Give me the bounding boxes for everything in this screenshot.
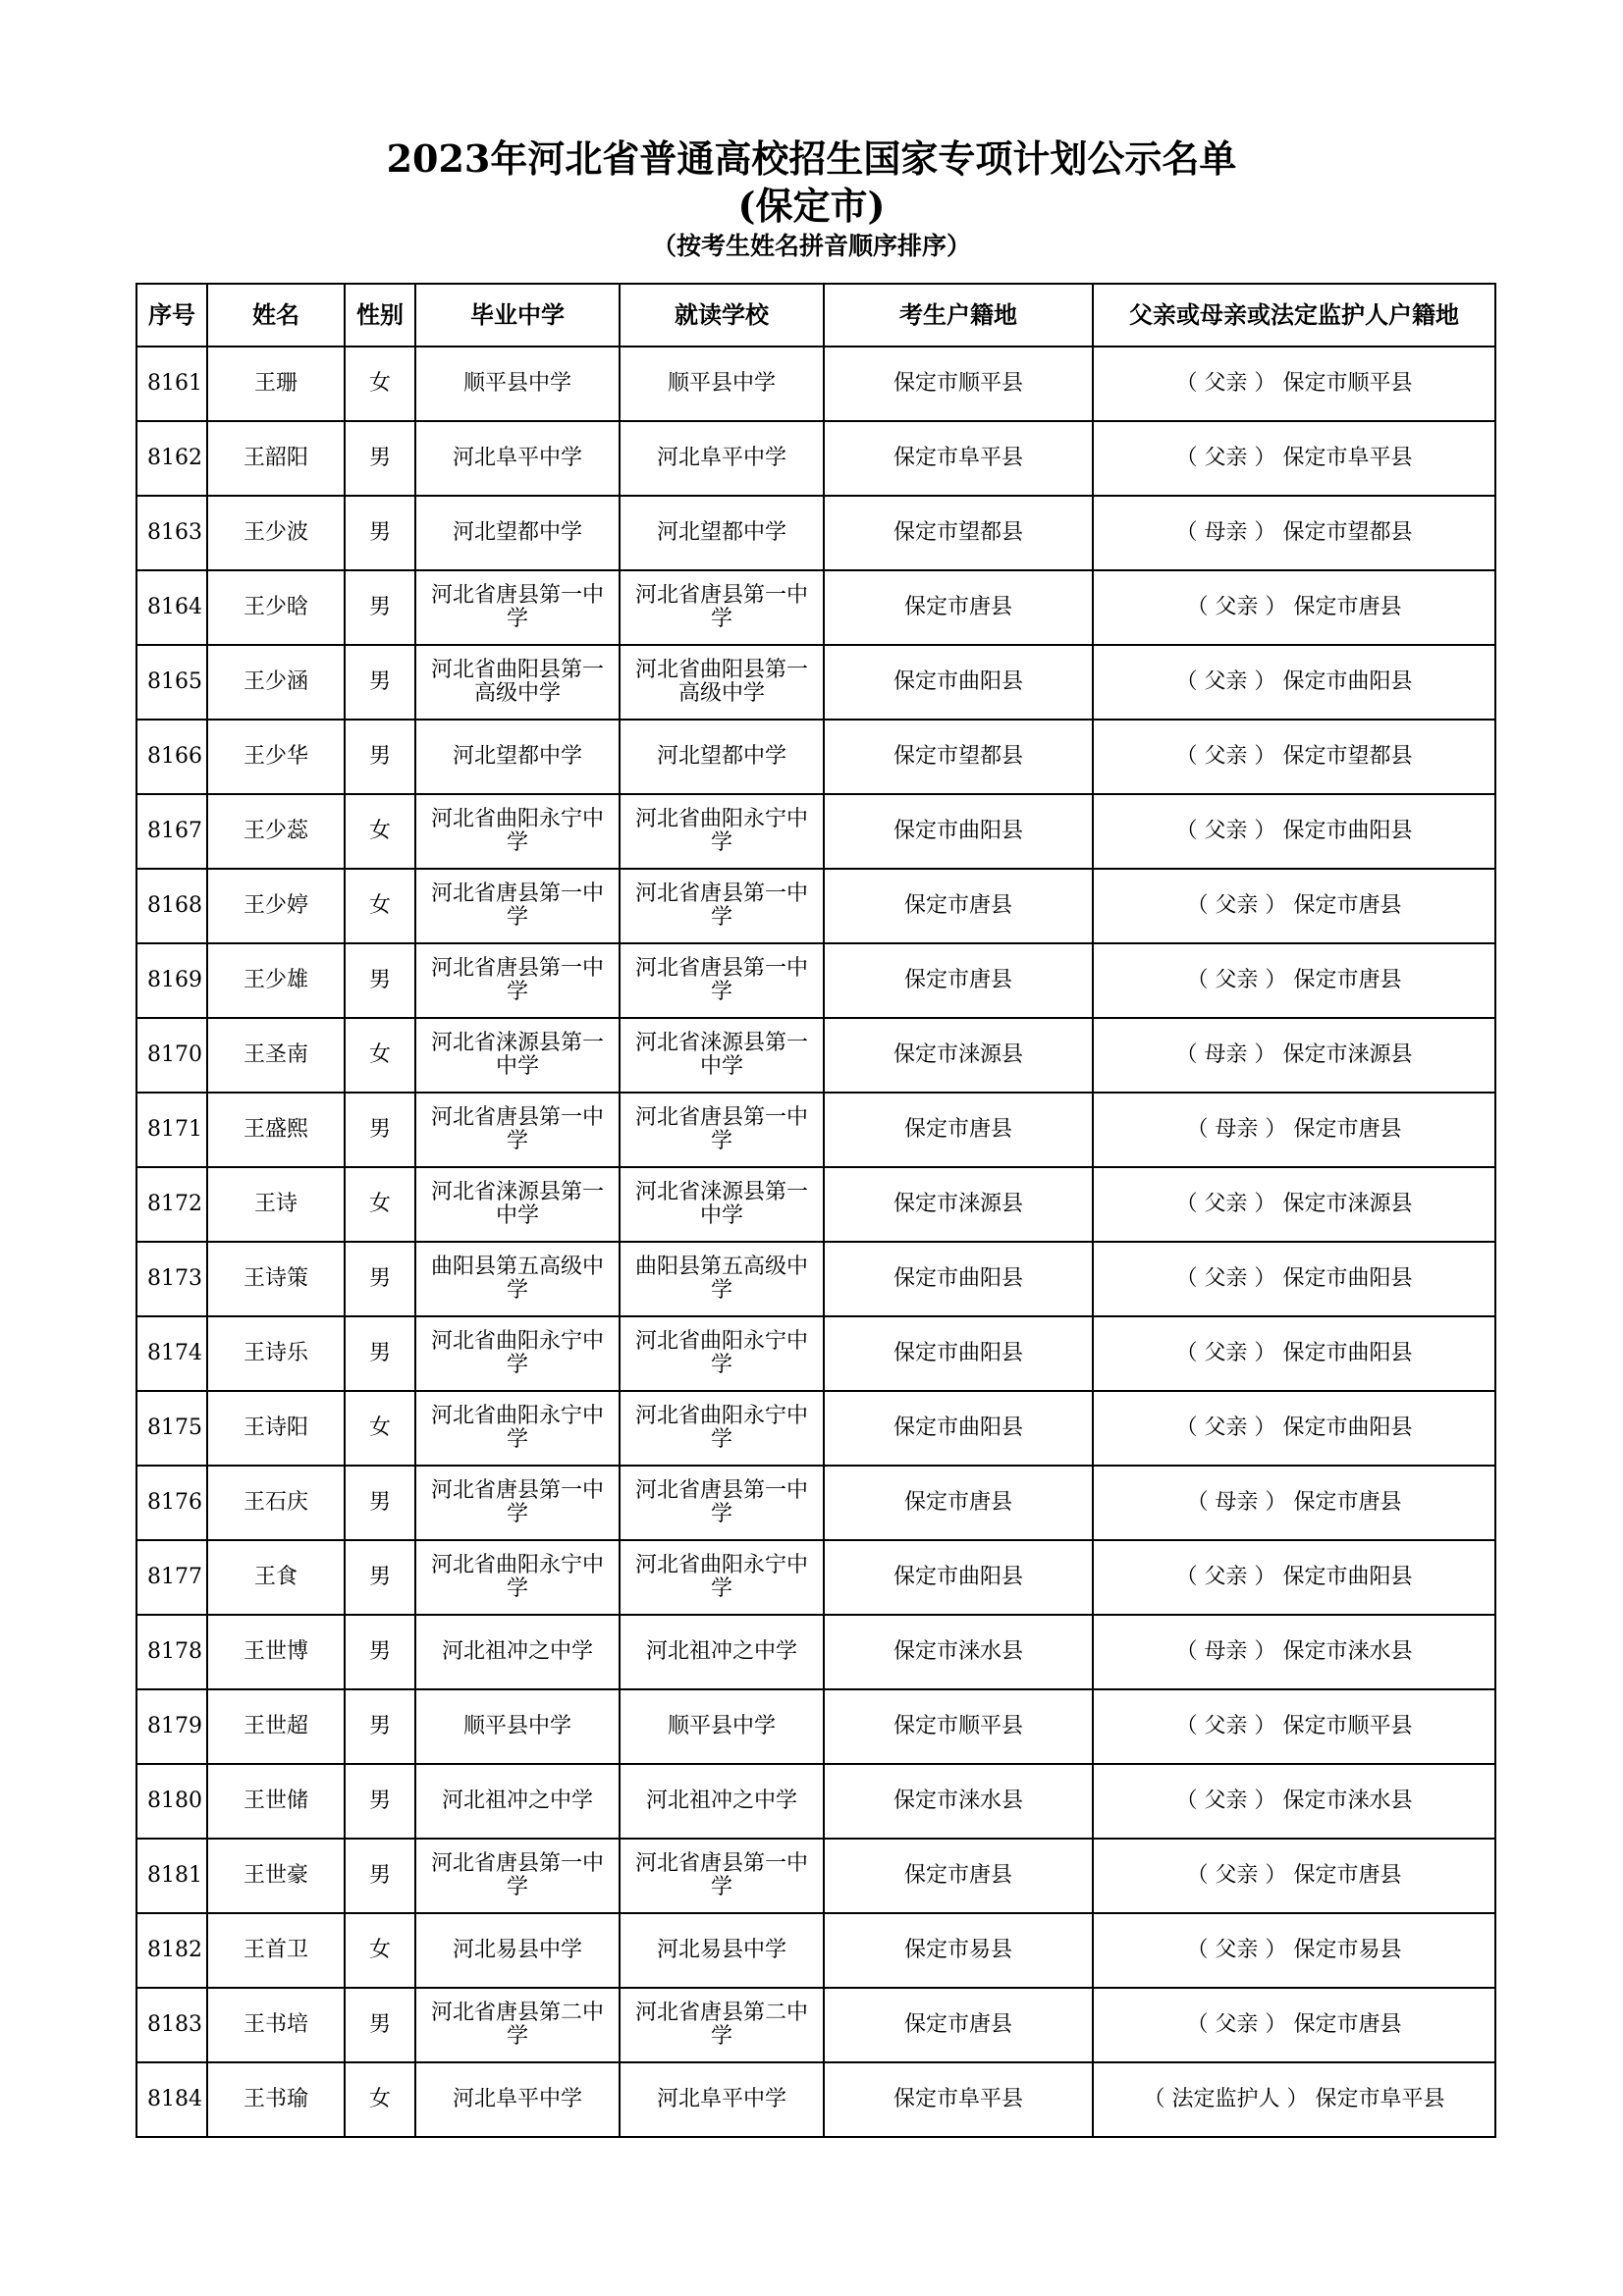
table-row	[136, 720, 1495, 794]
cell-guardian-hukou: （ 父亲 ） 保定市曲阳县	[1093, 1391, 1495, 1466]
cell-graduated-school: 河北省曲阳永宁中学	[415, 1391, 620, 1466]
cell-guardian-hukou: （ 母亲 ） 保定市唐县	[1093, 1466, 1495, 1540]
cell-current-school: 河北省曲阳永宁中学	[620, 1391, 824, 1466]
cell-student-hukou: 保定市曲阳县	[824, 1316, 1093, 1391]
cell-gender: 男	[345, 496, 415, 570]
cell-name: 王诗阳	[207, 1391, 345, 1466]
cell-index: 8181	[136, 1839, 207, 1913]
cell-graduated-school: 河北省唐县第二中学	[415, 1988, 620, 2062]
cell-index: 8175	[136, 1391, 207, 1466]
table-row	[136, 645, 1495, 720]
cell-gender: 男	[345, 720, 415, 794]
table-row	[136, 1764, 1495, 1839]
table-row	[136, 1018, 1495, 1093]
cell-gender: 男	[345, 943, 415, 1018]
cell-name: 王少晗	[207, 570, 345, 645]
cell-guardian-hukou: （ 父亲 ） 保定市曲阳县	[1093, 1242, 1495, 1316]
cell-student-hukou: 保定市望都县	[824, 496, 1093, 570]
cell-graduated-school: 顺平县中学	[415, 1689, 620, 1764]
cell-current-school: 河北阜平中学	[620, 421, 824, 496]
cell-current-school: 河北祖冲之中学	[620, 1615, 824, 1689]
cell-current-school: 河北易县中学	[620, 1913, 824, 1988]
cell-student-hukou: 保定市阜平县	[824, 2062, 1093, 2137]
sort-note: （按考生姓名拼音顺序排序）	[651, 232, 971, 260]
cell-current-school: 河北省曲阳永宁中学	[620, 794, 824, 869]
cell-current-school: 顺平县中学	[620, 347, 824, 421]
cell-name: 王食	[207, 1540, 345, 1615]
cell-graduated-school: 河北阜平中学	[415, 421, 620, 496]
cell-index: 8171	[136, 1093, 207, 1167]
cell-name: 王少婷	[207, 869, 345, 943]
cell-graduated-school: 河北阜平中学	[415, 2062, 620, 2137]
cell-gender: 男	[345, 1839, 415, 1913]
cell-name: 王少蕊	[207, 794, 345, 869]
cell-student-hukou: 保定市涞水县	[824, 1615, 1093, 1689]
cell-graduated-school: 河北省唐县第一中学	[415, 1093, 620, 1167]
cell-index: 8162	[136, 421, 207, 496]
cell-index: 8164	[136, 570, 207, 645]
cell-gender: 女	[345, 794, 415, 869]
cell-guardian-hukou: （ 母亲 ） 保定市唐县	[1093, 1093, 1495, 1167]
cell-student-hukou: 保定市唐县	[824, 570, 1093, 645]
cell-index: 8168	[136, 869, 207, 943]
table-row	[136, 1242, 1495, 1316]
table-row	[136, 347, 1495, 421]
column-header-student-hukou: 考生户籍地	[824, 284, 1093, 347]
cell-name: 王石庆	[207, 1466, 345, 1540]
cell-name: 王书培	[207, 1988, 345, 2062]
cell-name: 王少雄	[207, 943, 345, 1018]
cell-guardian-hukou: （ 父亲 ） 保定市易县	[1093, 1913, 1495, 1988]
cell-current-school: 河北省涞源县第一中学	[620, 1167, 824, 1242]
cell-gender: 男	[345, 1093, 415, 1167]
cell-graduated-school: 河北省曲阳永宁中学	[415, 794, 620, 869]
cell-current-school: 河北省唐县第二中学	[620, 1988, 824, 2062]
table-row	[136, 1988, 1495, 2062]
cell-index: 8174	[136, 1316, 207, 1391]
cell-graduated-school: 河北省曲阳永宁中学	[415, 1316, 620, 1391]
cell-name: 王少华	[207, 720, 345, 794]
cell-name: 王韶阳	[207, 421, 345, 496]
cell-graduated-school: 河北望都中学	[415, 496, 620, 570]
cell-name: 王诗	[207, 1167, 345, 1242]
cell-guardian-hukou: （ 父亲 ） 保定市阜平县	[1093, 421, 1495, 496]
cell-student-hukou: 保定市顺平县	[824, 347, 1093, 421]
table-row	[136, 1466, 1495, 1540]
cell-gender: 女	[345, 347, 415, 421]
cell-guardian-hukou: （ 父亲 ） 保定市曲阳县	[1093, 794, 1495, 869]
cell-index: 8182	[136, 1913, 207, 1988]
cell-student-hukou: 保定市唐县	[824, 1839, 1093, 1913]
cell-guardian-hukou: （ 父亲 ） 保定市望都县	[1093, 720, 1495, 794]
cell-guardian-hukou: （ 父亲 ） 保定市唐县	[1093, 869, 1495, 943]
cell-student-hukou: 保定市望都县	[824, 720, 1093, 794]
cell-name: 王盛熙	[207, 1093, 345, 1167]
table-row	[136, 1167, 1495, 1242]
table-row	[136, 1540, 1495, 1615]
cell-guardian-hukou: （ 父亲 ） 保定市唐县	[1093, 1839, 1495, 1913]
cell-name: 王诗乐	[207, 1316, 345, 1391]
cell-current-school: 河北省曲阳永宁中学	[620, 1316, 824, 1391]
page-title: 2023年河北省普通高校招生国家专项计划公示名单	[386, 136, 1237, 181]
cell-index: 8163	[136, 496, 207, 570]
cell-name: 王圣南	[207, 1018, 345, 1093]
cell-name: 王少波	[207, 496, 345, 570]
cell-name: 王世博	[207, 1615, 345, 1689]
cell-current-school: 河北省唐县第一中学	[620, 1839, 824, 1913]
cell-index: 8176	[136, 1466, 207, 1540]
cell-graduated-school: 河北省唐县第一中学	[415, 869, 620, 943]
column-header-gender: 性别	[345, 284, 415, 347]
cell-current-school: 河北望都中学	[620, 496, 824, 570]
cell-graduated-school: 河北省唐县第一中学	[415, 1466, 620, 1540]
cell-guardian-hukou: （ 父亲 ） 保定市顺平县	[1093, 347, 1495, 421]
cell-guardian-hukou: （ 母亲 ） 保定市望都县	[1093, 496, 1495, 570]
cell-index: 8180	[136, 1764, 207, 1839]
cell-gender: 男	[345, 1466, 415, 1540]
cell-index: 8166	[136, 720, 207, 794]
table-row	[136, 1689, 1495, 1764]
cell-gender: 男	[345, 1988, 415, 2062]
cell-guardian-hukou: （ 父亲 ） 保定市曲阳县	[1093, 1540, 1495, 1615]
cell-gender: 女	[345, 1018, 415, 1093]
cell-index: 8161	[136, 347, 207, 421]
cell-student-hukou: 保定市曲阳县	[824, 1391, 1093, 1466]
cell-gender: 男	[345, 1615, 415, 1689]
cell-gender: 女	[345, 1913, 415, 1988]
cell-name: 王书瑜	[207, 2062, 345, 2137]
cell-graduated-school: 河北易县中学	[415, 1913, 620, 1988]
column-header-guardian-hukou: 父亲或母亲或法定监护人户籍地	[1093, 284, 1495, 347]
cell-current-school: 河北省曲阳县第一高级中学	[620, 645, 824, 720]
cell-graduated-school: 河北省涞源县第一中学	[415, 1167, 620, 1242]
table-row	[136, 570, 1495, 645]
cell-graduated-school: 河北省涞源县第一中学	[415, 1018, 620, 1093]
table-row	[136, 1316, 1495, 1391]
cell-guardian-hukou: （ 父亲 ） 保定市唐县	[1093, 570, 1495, 645]
cell-index: 8173	[136, 1242, 207, 1316]
column-header-current-school: 就读学校	[620, 284, 824, 347]
cell-index: 8170	[136, 1018, 207, 1093]
cell-guardian-hukou: （ 父亲 ） 保定市唐县	[1093, 943, 1495, 1018]
cell-gender: 女	[345, 869, 415, 943]
cell-index: 8177	[136, 1540, 207, 1615]
cell-name: 王少涵	[207, 645, 345, 720]
cell-gender: 女	[345, 1391, 415, 1466]
cell-student-hukou: 保定市唐县	[824, 943, 1093, 1018]
cell-student-hukou: 保定市涞源县	[824, 1167, 1093, 1242]
cell-student-hukou: 保定市唐县	[824, 1466, 1093, 1540]
cell-name: 王世储	[207, 1764, 345, 1839]
cell-index: 8184	[136, 2062, 207, 2137]
table-row	[136, 943, 1495, 1018]
cell-graduated-school: 河北省唐县第一中学	[415, 943, 620, 1018]
cell-name: 王珊	[207, 347, 345, 421]
cell-current-school: 河北望都中学	[620, 720, 824, 794]
cell-graduated-school: 河北省唐县第一中学	[415, 570, 620, 645]
cell-guardian-hukou: （ 父亲 ） 保定市涞源县	[1093, 1167, 1495, 1242]
table-row	[136, 1391, 1495, 1466]
cell-current-school: 河北省曲阳永宁中学	[620, 1540, 824, 1615]
cell-current-school: 河北阜平中学	[620, 2062, 824, 2137]
cell-gender: 女	[345, 2062, 415, 2137]
cell-name: 王世豪	[207, 1839, 345, 1913]
cell-student-hukou: 保定市唐县	[824, 869, 1093, 943]
cell-graduated-school: 河北省唐县第一中学	[415, 1839, 620, 1913]
cell-index: 8169	[136, 943, 207, 1018]
cell-guardian-hukou: （ 父亲 ） 保定市唐县	[1093, 1988, 1495, 2062]
table-row	[136, 1913, 1495, 1988]
cell-gender: 男	[345, 421, 415, 496]
cell-gender: 男	[345, 1689, 415, 1764]
column-header-name: 姓名	[207, 284, 345, 347]
cell-student-hukou: 保定市唐县	[824, 1988, 1093, 2062]
cell-index: 8178	[136, 1615, 207, 1689]
table-row	[136, 2062, 1495, 2137]
cell-gender: 男	[345, 1540, 415, 1615]
table-row	[136, 869, 1495, 943]
cell-index: 8167	[136, 794, 207, 869]
cell-graduated-school: 河北省曲阳县第一高级中学	[415, 645, 620, 720]
cell-current-school: 河北省唐县第一中学	[620, 1466, 824, 1540]
cell-guardian-hukou: （ 父亲 ） 保定市曲阳县	[1093, 645, 1495, 720]
cell-current-school: 河北省唐县第一中学	[620, 869, 824, 943]
column-header-index: 序号	[136, 284, 207, 347]
table-row	[136, 1615, 1495, 1689]
cell-gender: 女	[345, 1167, 415, 1242]
cell-guardian-hukou: （ 父亲 ） 保定市顺平县	[1093, 1689, 1495, 1764]
cell-student-hukou: 保定市阜平县	[824, 421, 1093, 496]
cell-current-school: 河北省涞源县第一中学	[620, 1018, 824, 1093]
cell-name: 王首卫	[207, 1913, 345, 1988]
table-row	[136, 1093, 1495, 1167]
cell-gender: 男	[345, 1764, 415, 1839]
cell-gender: 男	[345, 1242, 415, 1316]
cell-student-hukou: 保定市顺平县	[824, 1689, 1093, 1764]
cell-gender: 男	[345, 645, 415, 720]
cell-gender: 男	[345, 1316, 415, 1391]
table-header-row	[136, 284, 1495, 347]
cell-guardian-hukou: （ 法定监护人 ） 保定市阜平县	[1093, 2062, 1495, 2137]
cell-student-hukou: 保定市易县	[824, 1913, 1093, 1988]
column-header-graduated-school: 毕业中学	[415, 284, 620, 347]
cell-index: 8165	[136, 645, 207, 720]
cell-graduated-school: 河北祖冲之中学	[415, 1764, 620, 1839]
cell-current-school: 曲阳县第五高级中学	[620, 1242, 824, 1316]
cell-graduated-school: 河北省曲阳永宁中学	[415, 1540, 620, 1615]
page-subtitle-city: (保定市)	[737, 184, 886, 228]
cell-student-hukou: 保定市曲阳县	[824, 1540, 1093, 1615]
roster-table	[135, 283, 1496, 2138]
cell-graduated-school: 曲阳县第五高级中学	[415, 1242, 620, 1316]
cell-current-school: 河北省唐县第一中学	[620, 570, 824, 645]
cell-guardian-hukou: （ 父亲 ） 保定市涞水县	[1093, 1764, 1495, 1839]
cell-current-school: 河北祖冲之中学	[620, 1764, 824, 1839]
cell-current-school: 河北省唐县第一中学	[620, 1093, 824, 1167]
cell-student-hukou: 保定市曲阳县	[824, 794, 1093, 869]
cell-student-hukou: 保定市涞源县	[824, 1018, 1093, 1093]
table-body	[136, 347, 1495, 2137]
cell-current-school: 河北省唐县第一中学	[620, 943, 824, 1018]
cell-graduated-school: 顺平县中学	[415, 347, 620, 421]
table-row	[136, 496, 1495, 570]
table-row	[136, 1839, 1495, 1913]
cell-gender: 男	[345, 570, 415, 645]
cell-student-hukou: 保定市曲阳县	[824, 1242, 1093, 1316]
cell-name: 王世超	[207, 1689, 345, 1764]
cell-guardian-hukou: （ 父亲 ） 保定市曲阳县	[1093, 1316, 1495, 1391]
table-row	[136, 794, 1495, 869]
cell-index: 8179	[136, 1689, 207, 1764]
cell-name: 王诗策	[207, 1242, 345, 1316]
cell-current-school: 顺平县中学	[620, 1689, 824, 1764]
table-row	[136, 421, 1495, 496]
cell-index: 8183	[136, 1988, 207, 2062]
cell-student-hukou: 保定市涞水县	[824, 1764, 1093, 1839]
cell-guardian-hukou: （ 母亲 ） 保定市涞水县	[1093, 1615, 1495, 1689]
cell-student-hukou: 保定市曲阳县	[824, 645, 1093, 720]
cell-graduated-school: 河北望都中学	[415, 720, 620, 794]
cell-graduated-school: 河北祖冲之中学	[415, 1615, 620, 1689]
cell-guardian-hukou: （ 母亲 ） 保定市涞源县	[1093, 1018, 1495, 1093]
cell-student-hukou: 保定市唐县	[824, 1093, 1093, 1167]
cell-index: 8172	[136, 1167, 207, 1242]
